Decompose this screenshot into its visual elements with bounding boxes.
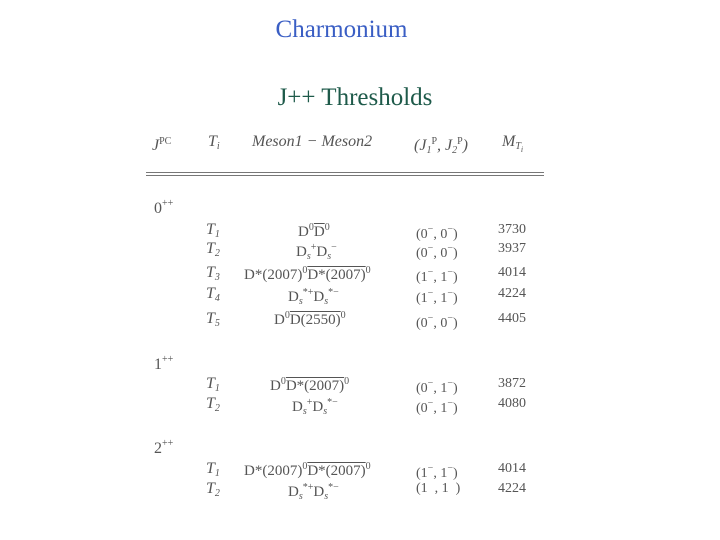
spin-parity-pair: (1−, 1−): [416, 463, 458, 481]
meson-pair: $D_s^{*+}D_s^{*-}$: [288, 287, 339, 307]
header-ti: $T_i$: [208, 133, 220, 152]
threshold-mass: 3872: [498, 376, 526, 391]
meson-pair: $D_s^{*+}D_s^{*-}$: [288, 482, 339, 502]
header-mass: $M_{T_i}$: [502, 133, 524, 154]
spin-parity-pair: (1−, 1−): [416, 267, 458, 285]
meson-pair: $D^0\overline{D}^0$: [298, 222, 330, 240]
row-threshold-label: $T_2$: [206, 480, 220, 499]
row-threshold-label: $T_1$: [206, 460, 220, 479]
spin-parity-pair: (0−, 0−): [416, 243, 458, 261]
double-rule-bottom: [146, 175, 544, 176]
meson-pair: $D*(2007)^0D*(2007)^0$: [244, 265, 371, 283]
meson-pair: $D_s^+D_s^{*-}$: [292, 397, 338, 417]
spin-parity-pair: (0−, 0−): [416, 224, 458, 242]
row-threshold-label: $T_5$: [206, 310, 220, 329]
threshold-mass: 3937: [498, 241, 526, 256]
double-rule-top: [146, 172, 544, 173]
row-threshold-label: $T_4$: [206, 285, 220, 304]
threshold-mass: 4224: [498, 286, 526, 301]
row-threshold-label: $T_2$: [206, 240, 220, 259]
spin-parity-pair: (0−, 1−): [416, 398, 458, 416]
group-label-0pp: 0++: [154, 198, 174, 217]
meson-pair: $D^0D(2550)^0$: [274, 310, 346, 328]
slide-title: Charmonium: [275, 16, 408, 43]
row-threshold-label: $T_2$: [206, 395, 220, 414]
header-mesons: Meson1 − Meson2: [252, 133, 373, 150]
row-threshold-label: $T_1$: [206, 221, 220, 240]
header-jpc: $J^{PC}$: [152, 136, 172, 154]
spin-parity-pair: (1 , 1 ): [416, 481, 461, 496]
threshold-mass: 4014: [498, 461, 526, 476]
threshold-mass: 4014: [498, 265, 526, 280]
meson-pair: $D*(2007)^0D*(2007)^0$: [244, 461, 371, 479]
row-threshold-label: $T_1$: [206, 375, 220, 394]
threshold-mass: 4224: [498, 481, 526, 496]
meson-pair: $D^0D*(2007)^0$: [270, 376, 350, 394]
spin-parity-pair: (0−, 1−): [416, 378, 458, 396]
threshold-mass: 4405: [498, 311, 526, 326]
threshold-mass: 4080: [498, 396, 526, 411]
thresholds-table: [146, 126, 544, 500]
meson-pair: $D_s^+D_s^-$: [296, 242, 337, 262]
spin-parity-pair: (0−, 0−): [416, 313, 458, 331]
threshold-mass: 3730: [498, 222, 526, 237]
slide-subtitle: J++ Thresholds: [277, 84, 433, 111]
row-threshold-label: $T_3$: [206, 264, 220, 283]
group-label-1pp: 1++: [154, 354, 174, 373]
group-label-2pp: 2++: [154, 438, 174, 457]
spin-parity-pair: (1−, 1−): [416, 288, 458, 306]
header-spin-pair: ($J_1^P$, $J_2^P$): [414, 136, 468, 156]
